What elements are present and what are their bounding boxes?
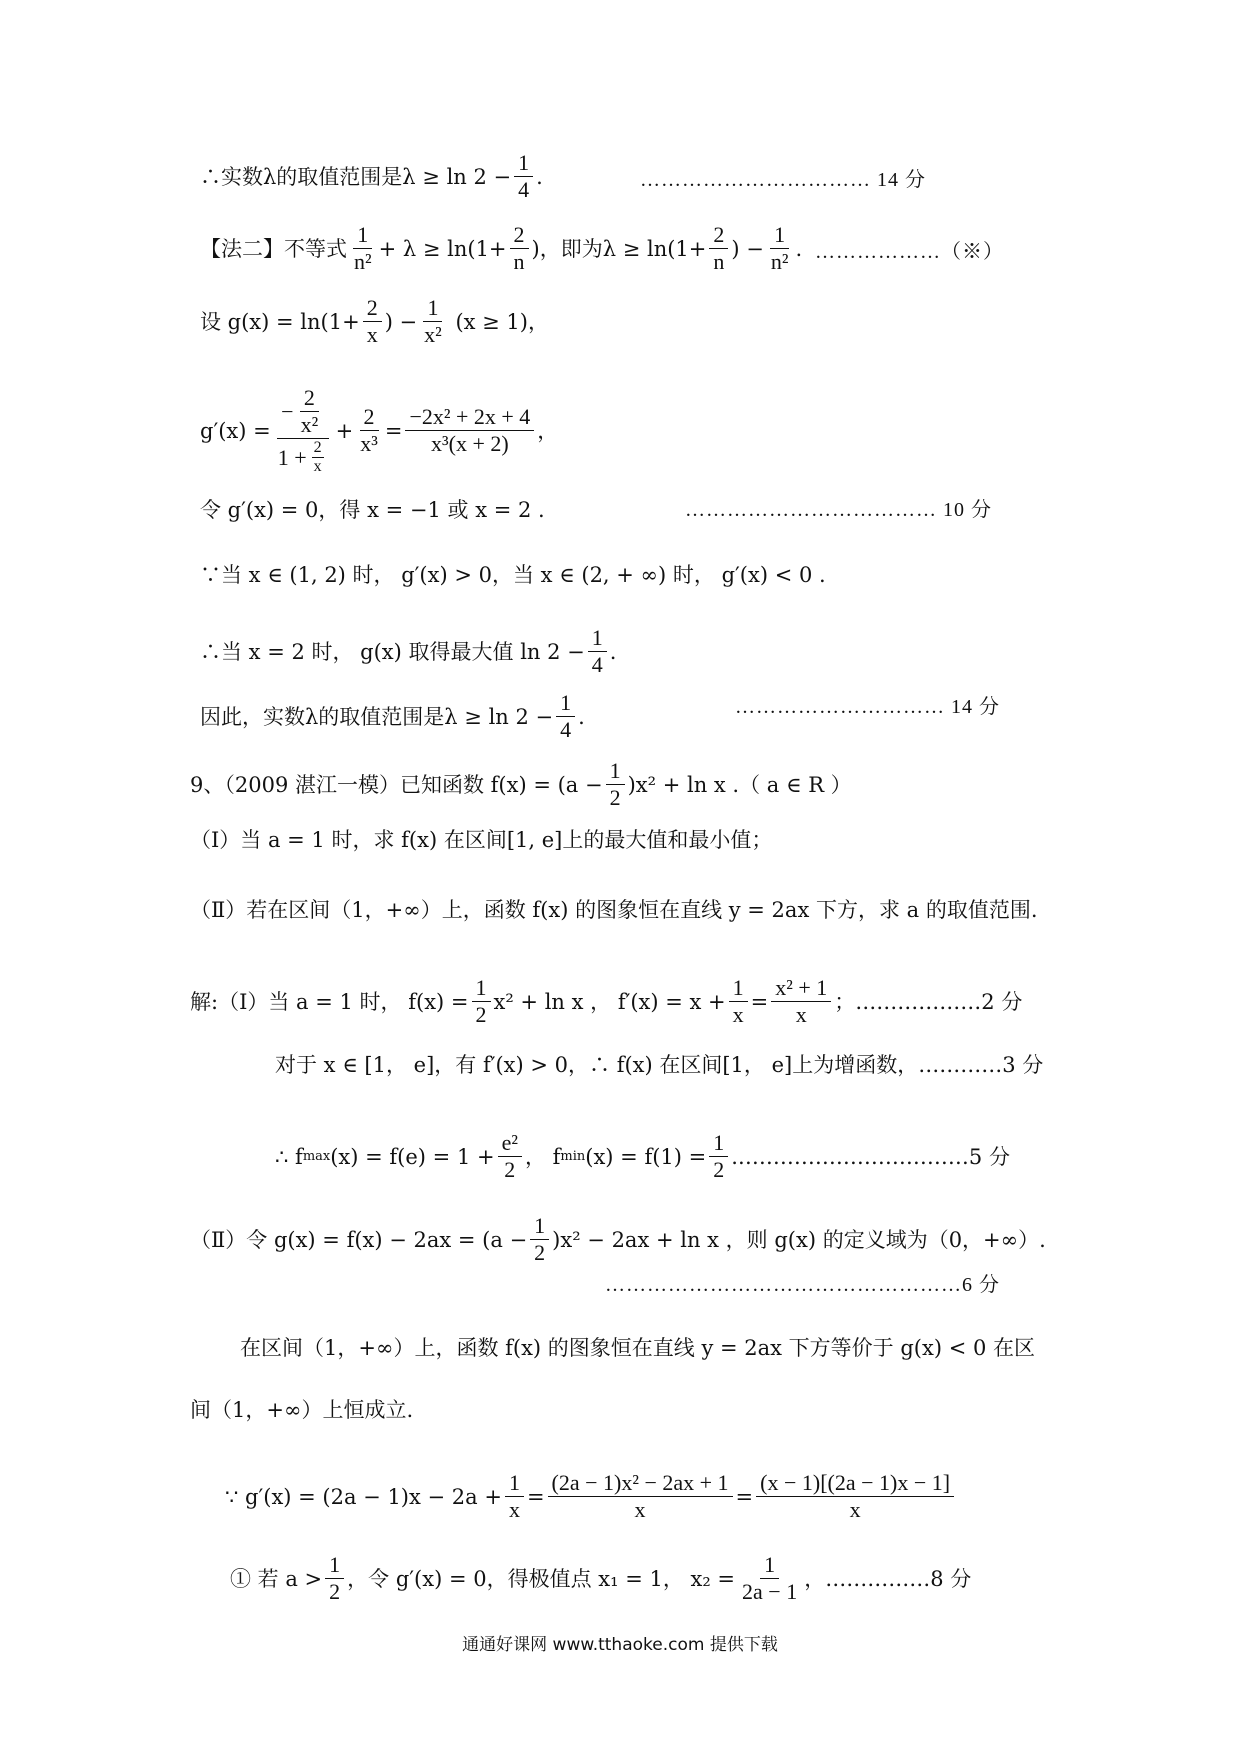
denominator: 2 — [504, 1157, 516, 1182]
numerator: e² — [498, 1130, 522, 1157]
text: ∵ g′(x) = (2a − 1)x − 2a + — [225, 1484, 502, 1509]
denominator: 2 — [609, 785, 621, 810]
fraction — [767, 222, 793, 275]
text: (x) = f(e) = 1 + — [330, 1144, 495, 1169]
line-4 — [200, 385, 558, 476]
text: ， — [537, 418, 559, 443]
score-dots: ………………………… 14 分 — [735, 696, 1000, 718]
text: （Ⅱ）若在区间（1，+∞）上，函数 f(x) 的图象恒在直线 y = 2ax 下方，求 a 的取值范围. — [190, 898, 1038, 922]
text: . — [609, 639, 617, 664]
fraction — [505, 1470, 524, 1523]
fraction — [729, 975, 748, 1028]
line-15 — [190, 1213, 1046, 1266]
numerator: 1 — [325, 1552, 344, 1579]
fraction — [510, 222, 529, 275]
score-dots: ………………（※） — [815, 241, 1004, 263]
denominator: x — [732, 1002, 744, 1027]
numerator: (x − 1)[(2a − 1)x − 1] — [756, 1470, 954, 1497]
text: x² + ln x ， f′(x) = x + — [493, 989, 726, 1014]
text: . — [578, 704, 585, 729]
line-10 — [190, 825, 772, 855]
compound-fraction — [274, 385, 333, 476]
fraction — [325, 1552, 344, 1605]
fraction — [530, 1213, 549, 1266]
line-9 — [190, 758, 852, 811]
fraction — [756, 1470, 954, 1523]
line-17 — [240, 1333, 1035, 1363]
text: ∵当 x ∈ (1, 2) 时， g′(x) > 0，当 x ∈ (2, + ∞) 时， g′(x) < 0 . — [200, 563, 826, 587]
text: ) − — [731, 236, 764, 261]
text: 9、（2009 湛江一模）已知函数 f(x) = (a − — [190, 772, 603, 797]
numerator: (2a − 1)x² − 2ax + 1 — [548, 1470, 733, 1497]
fraction — [420, 295, 446, 348]
numerator: −2x² + 2x + 4 — [405, 404, 534, 431]
denominator: x — [634, 1497, 646, 1522]
numerator: 2 — [300, 385, 319, 412]
text: ∴ f — [275, 1144, 303, 1169]
fraction — [363, 295, 382, 348]
text: − — [281, 398, 294, 424]
fraction — [350, 222, 376, 275]
text: ① 若 a > — [230, 1566, 323, 1591]
numerator: 1 — [472, 975, 491, 1002]
text: = — [735, 1484, 754, 1509]
numerator — [277, 385, 329, 439]
numerator: 1 — [423, 295, 442, 322]
text: g′(x) = — [200, 418, 271, 443]
text: .……………………………5 分 — [731, 1144, 1010, 1169]
denominator — [274, 439, 333, 476]
text: 令 g′(x) = 0，得 x = −1 或 x = 2 . — [200, 498, 545, 522]
fraction — [588, 625, 607, 678]
text: ∴当 x = 2 时， g(x) 取得最大值 ln 2 − — [200, 639, 585, 664]
text: )x² − 2ax + ln x ，则 g(x) 的定义域为（0，+∞）. — [552, 1227, 1046, 1252]
text: + — [335, 418, 354, 443]
fraction — [548, 1470, 733, 1523]
text: 间（1，+∞）上恒成立. — [190, 1398, 414, 1422]
line-14: ∴ f max (x) = f(e) = 1 + $\frac{\text{e²}}{2}$ ， f min (x) = f(1) = $\frac{1}{2}$ .……………………………5 分 — [275, 1130, 1010, 1182]
text: 【法二】不等式 — [200, 236, 347, 261]
fraction — [498, 1130, 522, 1183]
text: + λ ≥ ln(1+ — [378, 236, 507, 261]
denominator: 4 — [591, 652, 603, 677]
denominator: x — [849, 1497, 861, 1522]
denominator: n² — [354, 249, 372, 274]
denominator: x³ — [360, 431, 378, 456]
score-dots: ……………………………… 10 分 — [685, 499, 992, 521]
fraction — [297, 385, 323, 438]
line-5 — [200, 495, 545, 525]
text: )，即为λ ≥ ln(1+ — [531, 236, 707, 261]
numerator: 1 — [760, 1552, 779, 1579]
fraction — [356, 404, 382, 457]
text: （Ⅱ）令 g(x) = f(x) − 2ax = (a − — [190, 1227, 528, 1252]
denominator: 4 — [518, 177, 530, 202]
denominator: n — [513, 249, 525, 274]
text: ；………………2 分 — [834, 989, 1023, 1014]
fraction — [606, 758, 625, 811]
denominator: x — [508, 1497, 520, 1522]
line-18 — [190, 1395, 413, 1425]
line-19 — [225, 1470, 957, 1523]
text: 因此，实数λ的取值范围是λ ≥ ln 2 − — [200, 704, 554, 729]
denominator: 4 — [560, 717, 572, 742]
score-dots: …………………………… 14 分 — [640, 169, 926, 191]
line-13 — [275, 1050, 1043, 1080]
line-2 — [200, 222, 802, 275]
numerator: 1 — [729, 975, 748, 1002]
numerator: x² + 1 — [771, 975, 831, 1002]
denominator: n — [713, 249, 725, 274]
fraction — [738, 1552, 801, 1605]
text: 解:（Ⅰ）当 a = 1 时， f(x) = — [190, 989, 469, 1014]
score-dots: ……………………………………………6 分 — [605, 1274, 1000, 1296]
text: ， f — [524, 1144, 561, 1169]
line-6 — [200, 560, 826, 590]
text: 设 g(x) = ln(1+ — [200, 309, 360, 334]
denominator: 2 — [534, 1240, 546, 1265]
numerator: 2 — [363, 295, 382, 322]
fraction — [709, 1130, 728, 1183]
denominator: 2 — [329, 1579, 341, 1604]
page-footer: 通通好课网 www.tthaoke.com 提供下载 — [462, 1635, 778, 1655]
text: = — [750, 989, 769, 1014]
numerator: 2 — [313, 439, 322, 456]
denominator: n² — [770, 249, 789, 274]
fraction — [514, 150, 533, 203]
denominator: 2 — [713, 1157, 725, 1182]
denominator: x² — [424, 322, 442, 347]
text: (x) = f(1) = — [585, 1144, 707, 1169]
numerator: 2 — [709, 222, 728, 249]
numerator: 1 — [770, 222, 789, 249]
text: )x² + ln x .（ a ∈ R ） — [627, 772, 852, 797]
text: . — [536, 164, 543, 189]
text: = — [384, 418, 403, 443]
text: ，令 g′(x) = 0，得极值点 x₁ = 1， x₂ = — [347, 1566, 736, 1591]
numerator: 1 — [505, 1470, 524, 1497]
fraction — [556, 690, 575, 743]
fraction — [771, 975, 831, 1028]
text: = — [526, 1484, 545, 1509]
fraction — [310, 439, 326, 476]
fraction — [405, 404, 534, 457]
denominator: x — [366, 322, 378, 347]
text: ) − — [384, 309, 418, 334]
line-8 — [200, 690, 585, 743]
numerator: 2 — [360, 404, 379, 431]
denominator: x² — [300, 412, 319, 437]
numerator: 1 — [556, 690, 575, 717]
numerator: 1 — [514, 150, 533, 177]
text: （Ⅰ）当 a = 1 时，求 f(x) 在区间[1, e]上的最大值和最小值； — [190, 828, 773, 852]
line-12 — [190, 975, 1022, 1028]
text: ∴实数λ的取值范围是λ ≥ ln 2 − — [200, 164, 512, 189]
text: (x ≥ 1)， — [448, 309, 549, 334]
numerator: 1 — [530, 1213, 549, 1240]
text: 1 + — [277, 444, 307, 470]
line-3 — [200, 295, 549, 348]
denominator: 2 — [475, 1002, 487, 1027]
text: ，……………8 分 — [804, 1566, 972, 1591]
denominator: 2a − 1 — [742, 1579, 798, 1604]
fraction — [472, 975, 491, 1028]
text: . — [795, 236, 803, 261]
line-20 — [230, 1552, 971, 1605]
fraction — [709, 222, 728, 275]
numerator: 1 — [588, 625, 607, 652]
numerator: 2 — [510, 222, 529, 249]
numerator: 1 — [606, 758, 625, 785]
denominator: x — [313, 458, 322, 475]
denominator: x³(x + 2) — [431, 431, 509, 456]
text: 在区间（1，+∞）上，函数 f(x) 的图象恒在直线 y = 2ax 下方等价于 g(x) < 0 在区 — [240, 1336, 1036, 1360]
denominator: x — [795, 1002, 807, 1027]
line-1 — [200, 150, 543, 203]
text: 对于 x ∈ [1， e]，有 f′(x) > 0，∴ f(x) 在区间[1， e]上为增函数，…………3 分 — [275, 1053, 1044, 1077]
line-11 — [190, 895, 1038, 925]
numerator: 1 — [709, 1130, 728, 1157]
numerator: 1 — [353, 222, 372, 249]
line-7 — [200, 625, 616, 678]
